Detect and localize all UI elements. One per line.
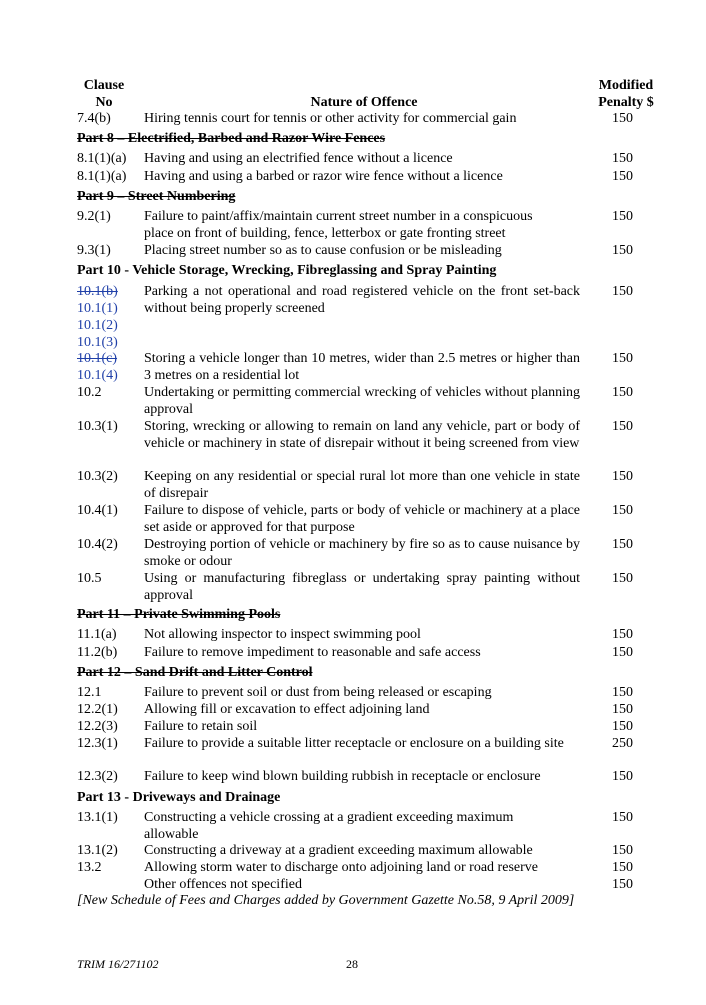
offence-description: Using or manufacturing fibreglass or undertaking spray painting without approval bbox=[144, 571, 580, 603]
penalty-amount: 150 bbox=[612, 685, 633, 700]
penalty-amount: 150 bbox=[612, 243, 633, 258]
clause-number: 7.4(b) bbox=[77, 111, 111, 126]
clause-number: 11.2(b) bbox=[77, 645, 118, 660]
offence-description: Storing a vehicle longer than 10 metres, wider than 2.5 metres or higher than 3 metres on a residential lot bbox=[144, 351, 580, 383]
offence-description: Destroying portion of vehicle or machinery by fire so as to cause nuisance by smoke or odour bbox=[144, 537, 580, 569]
offence-description: Undertaking or permitting commercial wrecking of vehicles without planning approval bbox=[144, 385, 580, 417]
penalty-amount: 150 bbox=[612, 385, 633, 400]
offence-description: Allowing fill or excavation to effect adjoining land bbox=[144, 702, 430, 717]
penalty-amount: 150 bbox=[612, 843, 633, 858]
offence-line: place on front of building, fence, letterbox or gate fronting street bbox=[144, 226, 506, 241]
offence-description: Constructing a driveway at a gradient exceeding maximum allowable bbox=[144, 843, 533, 858]
clause-number: 10.4(2) bbox=[77, 537, 118, 552]
offence-line: Failure to paint/affix/maintain current street number in a conspicuous bbox=[144, 209, 533, 224]
clause-number: 9.3(1) bbox=[77, 243, 111, 258]
part-heading: Part 13 - Driveways and Drainage bbox=[77, 790, 281, 805]
header-modified-penalty: Modified Penalty $ bbox=[598, 78, 654, 110]
penalty-amount: 150 bbox=[612, 419, 633, 434]
penalty-amount: 150 bbox=[612, 860, 633, 875]
clause-line: 10.1(c) bbox=[77, 351, 118, 366]
clause-number bbox=[77, 350, 143, 384]
clause-number: 13.1(1) bbox=[77, 810, 118, 825]
penalty-amount: 150 bbox=[612, 209, 633, 224]
clause-number: 8.1(1)(a) bbox=[77, 169, 127, 184]
clause-number: 10.2 bbox=[77, 385, 102, 400]
offence-description: Keeping on any residential or special rural lot more than one vehicle in state of disrepair bbox=[144, 469, 580, 501]
offence-description: Having and using a barbed or razor wire fence without a licence bbox=[144, 169, 503, 184]
offence-description bbox=[144, 809, 580, 843]
offence-description: Allowing storm water to discharge onto adjoining land or road reserve bbox=[144, 860, 538, 875]
clause-number: 12.3(2) bbox=[77, 769, 118, 784]
penalty-amount: 150 bbox=[612, 769, 633, 784]
clause-line: 10.1(3) bbox=[77, 335, 118, 350]
offence-description: Failure to dispose of vehicle, parts or body of vehicle or machinery at a place set aside or approved for that purpose bbox=[144, 503, 580, 535]
offence-description: Failure to provide a suitable litter receptacle or enclosure on a building site bbox=[144, 736, 564, 751]
header-clause-no: Clause No bbox=[83, 78, 125, 110]
clause-line: 10.1(b) bbox=[77, 284, 118, 299]
amendment-note: [New Schedule of Fees and Charges added by Government Gazette No.58, 9 April 2009] bbox=[77, 893, 575, 908]
penalty-amount: 150 bbox=[612, 571, 633, 586]
penalty-amount: 150 bbox=[612, 169, 633, 184]
offence-description: Parking a not operational and road registered vehicle on the front set-back without being properly screened bbox=[144, 284, 580, 316]
clause-number: 8.1(1)(a) bbox=[77, 151, 127, 166]
part-heading: Part 12 – Sand Drift and Litter Control bbox=[77, 665, 313, 680]
clause-number: 13.2 bbox=[77, 860, 102, 875]
clause-number: 10.4(1) bbox=[77, 503, 118, 518]
trim-reference: TRIM 16/271102 bbox=[77, 957, 159, 971]
offence-description: Having and using an electrified fence without a licence bbox=[144, 151, 453, 166]
offence-description: Failure to remove impediment to reasonable and safe access bbox=[144, 645, 481, 660]
penalty-amount: 150 bbox=[612, 537, 633, 552]
penalty-amount: 150 bbox=[612, 351, 633, 366]
clause-number: 12.3(1) bbox=[77, 736, 118, 751]
penalty-amount: 150 bbox=[612, 645, 633, 660]
clause-number: 12.2(3) bbox=[77, 719, 118, 734]
penalty-amount: 150 bbox=[612, 503, 633, 518]
penalty-amount: 150 bbox=[612, 877, 633, 892]
offence-description: Other offences not specified bbox=[144, 877, 302, 892]
part-heading: Part 11 – Private Swimming Pools bbox=[77, 607, 281, 622]
penalty-amount: 150 bbox=[612, 151, 633, 166]
part-heading: Part 9 – Street Numbering bbox=[77, 189, 236, 204]
clause-number: 10.3(2) bbox=[77, 469, 118, 484]
penalty-amount: 250 bbox=[612, 736, 633, 751]
penalty-amount: 150 bbox=[612, 627, 633, 642]
offence-description bbox=[144, 208, 580, 242]
clause-line: 10.1(4) bbox=[77, 368, 118, 383]
offence-description: Storing, wrecking or allowing to remain on land any vehicle, part or body of vehicle or machinery in state of disrepair without it being screened from view bbox=[144, 419, 580, 451]
penalty-amount: 150 bbox=[612, 702, 633, 717]
offence-line: Constructing a vehicle crossing at a gradient exceeding maximum bbox=[144, 810, 514, 825]
part-heading: Part 10 - Vehicle Storage, Wrecking, Fibreglassing and Spray Painting bbox=[77, 263, 497, 278]
clause-number: 10.3(1) bbox=[77, 419, 118, 434]
clause-number bbox=[77, 283, 143, 351]
clause-number: 13.1(2) bbox=[77, 843, 118, 858]
clause-number: 12.1 bbox=[77, 685, 102, 700]
header-nature-of-offence: Nature of Offence bbox=[310, 95, 418, 110]
penalty-amount: 150 bbox=[612, 284, 633, 299]
penalty-amount: 150 bbox=[612, 111, 633, 126]
clause-number: 10.5 bbox=[77, 571, 102, 586]
offence-description: Failure to keep wind blown building rubbish in receptacle or enclosure bbox=[144, 769, 541, 784]
clause-number: 12.2(1) bbox=[77, 702, 118, 717]
offence-description: Not allowing inspector to inspect swimming pool bbox=[144, 627, 421, 642]
offence-description: Placing street number so as to cause confusion or be misleading bbox=[144, 243, 502, 258]
part-heading: Part 8 – Electrified, Barbed and Razor Wire Fences bbox=[77, 131, 386, 146]
penalty-amount: 150 bbox=[612, 810, 633, 825]
clause-line: 10.1(1) bbox=[77, 301, 118, 316]
penalty-amount: 150 bbox=[612, 719, 633, 734]
offence-description: Hiring tennis court for tennis or other activity for commercial gain bbox=[144, 111, 517, 126]
offence-description: Failure to retain soil bbox=[144, 719, 258, 734]
offence-line: allowable bbox=[144, 827, 199, 842]
clause-number: 9.2(1) bbox=[77, 209, 111, 224]
clause-number: 11.1(a) bbox=[77, 627, 117, 642]
offence-description: Failure to prevent soil or dust from being released or escaping bbox=[144, 685, 492, 700]
page-number: 28 bbox=[346, 957, 358, 971]
penalty-amount: 150 bbox=[612, 469, 633, 484]
clause-line: 10.1(2) bbox=[77, 318, 118, 333]
